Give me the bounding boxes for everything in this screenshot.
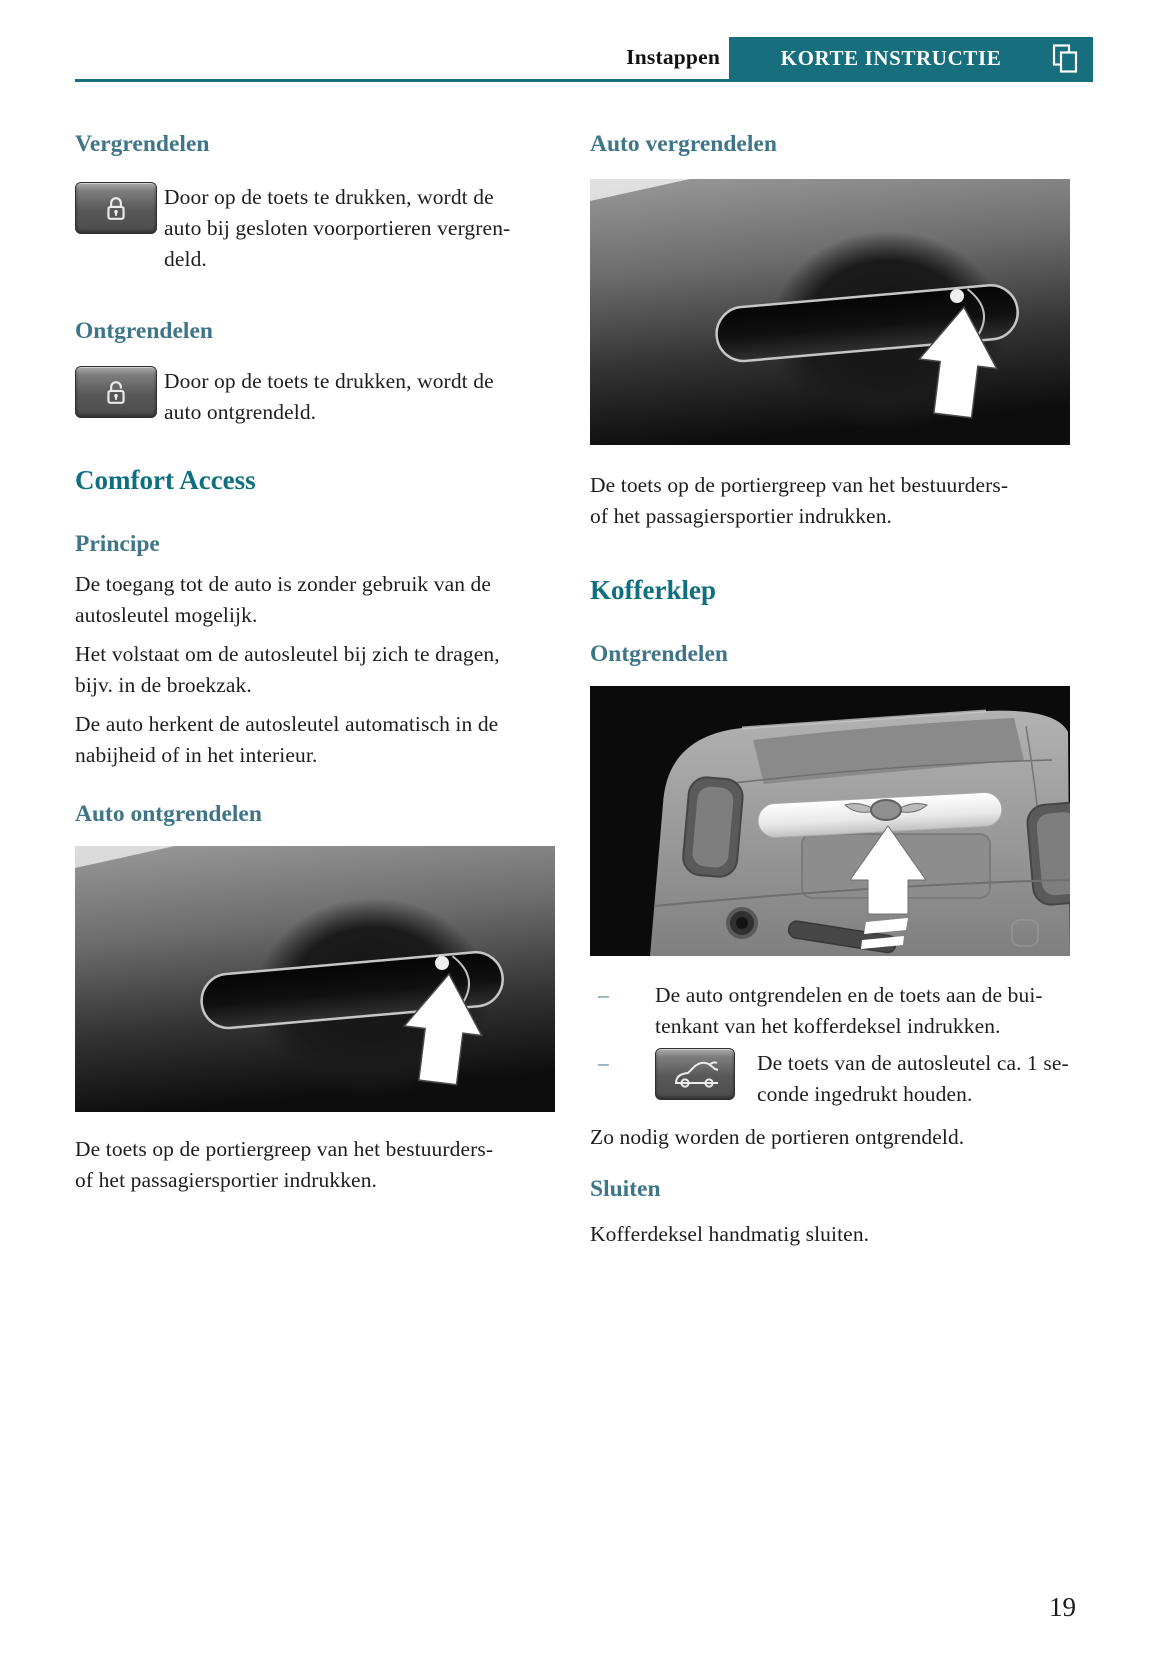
text-line: De toegang tot de auto is zonder gebruik van de	[75, 572, 492, 596]
lock-instruction	[75, 182, 555, 275]
text-line: De toets van de autosleutel ca. 1 se-	[757, 1051, 1069, 1075]
text-line: Door op de toets te drukken, wordt de	[164, 185, 494, 209]
close-text: Kofferdeksel handmatig sluiten.	[590, 1222, 870, 1246]
paragraph	[75, 569, 555, 631]
text-line: De toets op de portiergreep van het bestuurders-	[590, 473, 1009, 497]
heading-comfort-access: Comfort Access	[75, 465, 256, 495]
dash-bullet: –	[598, 1051, 609, 1075]
paragraph	[75, 709, 555, 771]
heading-trunk-ontgrendelen: Ontgrendelen	[590, 641, 728, 667]
heading-auto-vergrendelen: Auto vergrendelen	[590, 131, 777, 157]
text-line: Het volstaat om de autosleutel bij zich te dragen,	[75, 642, 500, 666]
text-line: of het passagiersportier indrukken.	[590, 504, 893, 528]
tab-label: KORTE INSTRUCTIE	[780, 45, 1002, 70]
text-line: De auto ontgrendelen en de toets aan de bui-	[655, 983, 1043, 1007]
heading-principe: Principe	[75, 531, 160, 557]
lock-open-icon	[103, 378, 129, 406]
trunk-release-button-icon	[672, 1059, 718, 1090]
text-line: De auto herkent de autosleutel automatisch in de	[75, 712, 499, 736]
paragraph	[75, 639, 555, 701]
car-rear-trunk-photo	[590, 686, 1093, 956]
text-line: auto ontgrendeld.	[164, 400, 317, 424]
caption	[590, 470, 1093, 532]
text-line: auto bij gesloten voorportieren vergren-	[164, 216, 511, 240]
door-handle-photo	[75, 846, 555, 1112]
heading-vergrendelen: Vergrendelen	[75, 131, 210, 157]
text-line: nabijheid of in het interieur.	[75, 743, 318, 767]
header-rule	[75, 79, 1093, 82]
dash-bullet: –	[598, 983, 609, 1007]
text-line: Door op de toets te drukken, wordt de	[164, 369, 494, 393]
text-line: deld.	[164, 247, 207, 271]
heading-ontgrendelen: Ontgrendelen	[75, 318, 213, 344]
door-handle-photo	[590, 178, 1093, 446]
bullet-text	[655, 980, 1093, 1042]
list-item	[590, 980, 1093, 1042]
lock-text	[164, 182, 555, 275]
text-line: tenkant van het kofferdeksel indrukken.	[655, 1014, 1001, 1038]
unlock-text	[164, 366, 555, 428]
lock-key-button	[75, 182, 157, 234]
caption	[75, 1134, 555, 1196]
pages-icon	[1051, 43, 1079, 74]
unlock-instruction	[75, 366, 555, 428]
lock-closed-icon	[103, 194, 129, 222]
page-number: 19	[1049, 1592, 1076, 1622]
trunk-release-key-button	[655, 1048, 735, 1100]
section-label: Instappen	[626, 45, 720, 69]
bullet-text	[757, 1048, 1093, 1110]
right-column	[590, 130, 1093, 1250]
heading-auto-ontgrendelen: Auto ontgrendelen	[75, 801, 262, 827]
tab-korte-instructie[interactable]	[729, 37, 1093, 79]
text-line: bijv. in de broekzak.	[75, 673, 252, 697]
left-column	[75, 130, 555, 1196]
list-item	[590, 1048, 1093, 1110]
text-line: autosleutel mogelijk.	[75, 603, 258, 627]
heading-sluiten: Sluiten	[590, 1176, 661, 1202]
text-line: conde ingedrukt houden.	[757, 1082, 973, 1106]
note-text: Zo nodig worden de portieren ontgrendeld.	[590, 1125, 965, 1149]
text-line: of het passagiersportier indrukken.	[75, 1168, 378, 1192]
heading-kofferklep: Kofferklep	[590, 575, 716, 605]
text-line: De toets op de portiergreep van het bestuurders-	[75, 1137, 494, 1161]
unlock-key-button	[75, 366, 157, 418]
